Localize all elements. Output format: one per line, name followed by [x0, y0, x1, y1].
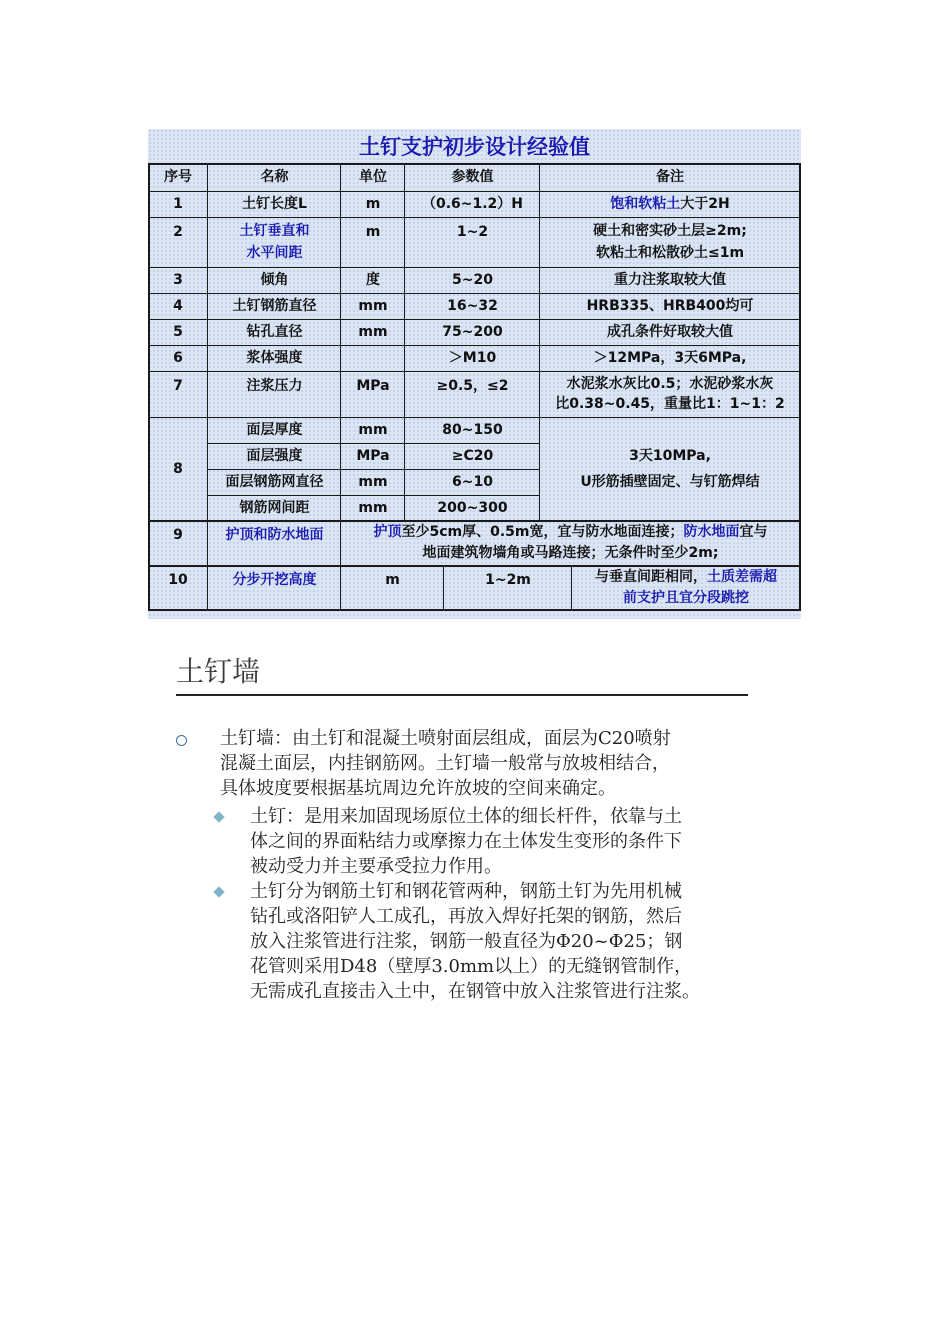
table-grid — [148, 163, 801, 639]
row1-note — [540, 191, 800, 217]
row1-note-blue: 饱和软粘土 — [610, 196, 681, 212]
row9-merged — [341, 520, 800, 565]
col-sep — [571, 565, 572, 611]
row9-line1-a: 护顶 — [373, 523, 402, 540]
row10-note — [572, 565, 800, 610]
row7-unit: MPa — [356, 378, 390, 394]
design-values-table — [148, 129, 801, 619]
row9-name — [208, 520, 341, 565]
row-sep — [148, 217, 801, 218]
header-unit: 单位 — [359, 169, 387, 185]
diamond-bullet-icon — [213, 811, 224, 822]
row6-value: ＞M10 — [448, 350, 497, 366]
row8b-unit: MPa — [356, 448, 390, 464]
row-sep — [148, 520, 801, 522]
row1-value: （0.6~1.2）H — [421, 196, 524, 212]
row8c-unit: mm — [358, 474, 388, 490]
row7-name: 注浆压力 — [246, 378, 303, 394]
row3-name: 倾角 — [260, 272, 289, 288]
table-title: 土钉支护初步设计经验值 — [359, 135, 590, 159]
row2-note — [540, 217, 800, 267]
row9-line1-d: 宜与 — [739, 523, 768, 540]
table-border-right — [799, 163, 801, 611]
sub1-line: 土钉：是用来加固现场原位土体的细长杆件，依靠与土 — [250, 806, 682, 827]
col-sep — [207, 163, 208, 611]
row2-note-line2: 软粘土和松散砂土≤1m — [595, 245, 745, 261]
row10-name — [208, 565, 341, 610]
row10-name-text: 分步开挖高度 — [232, 572, 317, 588]
row3-no: 3 — [173, 272, 183, 288]
table-border-left — [148, 163, 150, 611]
row5-unit: mm — [358, 324, 388, 340]
row7-no: 7 — [173, 378, 183, 394]
diamond-bullet-icon — [213, 886, 224, 897]
row-sep — [148, 293, 801, 294]
row8b-value: ≥C20 — [451, 448, 494, 464]
sub2-line: 土钉分为钢筋土钉和钢花管两种，钢筋土钉为先用机械 — [250, 881, 682, 902]
row10-note-line1 — [595, 567, 777, 588]
row8a-name: 面层厚度 — [246, 422, 303, 438]
row9-line1 — [373, 522, 767, 543]
sub2-line: 花管则采用D48（壁厚3.0mm以上）的无缝钢管制作， — [250, 956, 693, 977]
row7-value: ≥0.5，≤2 — [436, 378, 509, 394]
row1-no: 1 — [173, 196, 183, 212]
row2-no: 2 — [173, 224, 183, 240]
table-border-top — [148, 163, 801, 165]
sub-paragraph-2 — [250, 879, 700, 1004]
main-paragraph — [220, 726, 671, 801]
row4-value: 16~32 — [447, 298, 498, 314]
row8-note-line1: 3天10MPa, — [629, 448, 711, 464]
row-sep — [148, 565, 801, 567]
row3-value: 5~20 — [452, 272, 493, 288]
row-sep — [148, 345, 801, 346]
col-sep — [340, 163, 341, 611]
row9-no: 9 — [173, 527, 183, 543]
row-sep — [148, 371, 801, 372]
row9-line1-c: 防水地面 — [683, 523, 740, 540]
col-sep — [539, 163, 540, 520]
table-border-bottom — [148, 609, 801, 611]
row6-note: ＞12MPa，3天6MPa, — [593, 350, 747, 366]
row4-no: 4 — [173, 298, 183, 314]
row10-value: 1~2m — [485, 572, 531, 588]
row4-unit: mm — [358, 298, 388, 314]
row8a-value: 80~150 — [442, 422, 503, 438]
main-line: 混凝土面层，内挂钢筋网。土钉墙一般常与放坡相结合， — [220, 753, 670, 774]
col-sep — [404, 163, 405, 520]
row8d-value: 200~300 — [437, 499, 508, 516]
row2-note-line1: 硬土和密实砂土层≥2m; — [593, 223, 747, 239]
main-line: 具体坡度要根据基坑周边允许放坡的空间来确定。 — [220, 778, 616, 799]
sub2-line: 无需成孔直接击入土中，在钢管中放入注浆管进行注浆。 — [250, 981, 700, 1002]
row7-note — [540, 371, 800, 417]
row6-name: 浆体强度 — [246, 350, 303, 366]
title-divider — [176, 694, 748, 696]
row-sep — [148, 191, 801, 192]
row5-note: 成孔条件好取较大值 — [607, 324, 733, 340]
sub2-line: 放入注浆管进行注浆，钢筋一般直径为Φ20~Φ25；钢 — [250, 931, 683, 952]
sub1-line: 被动受力并主要承受拉力作用。 — [250, 856, 502, 877]
circle-bullet-icon — [176, 735, 187, 746]
section-title: 土钉墙 — [176, 655, 261, 688]
row2-name — [208, 217, 341, 267]
row-sep — [148, 319, 801, 320]
row8-no: 8 — [173, 460, 183, 477]
row6-unit — [341, 345, 405, 371]
row3-unit: 度 — [366, 272, 380, 288]
row8a-unit: mm — [358, 422, 388, 438]
row6-no: 6 — [173, 350, 183, 366]
row10-unit: m — [385, 572, 400, 588]
sub1-line: 体之间的界面粘结力或摩擦力在土体发生变形的条件下 — [250, 831, 682, 852]
row2-name-line1: 土钉垂直和 — [239, 223, 310, 239]
main-line: 土钉墙：由土钉和混凝土喷射面层组成，面层为C20喷射 — [220, 728, 671, 749]
row5-name: 钻孔直径 — [246, 324, 303, 340]
header-name: 名称 — [260, 169, 289, 185]
row1-note-rest: 大于2H — [680, 196, 730, 212]
row4-name: 土钉钢筋直径 — [232, 298, 317, 314]
row9-line1-b: 至少5cm厚、0.5m宽，宜与防水地面连接； — [401, 523, 684, 540]
col-sep — [443, 565, 444, 611]
row4-note: HRB335、HRB400均可 — [586, 298, 754, 314]
row5-no: 5 — [173, 324, 183, 340]
header-note: 备注 — [656, 169, 684, 185]
row-sep-sub — [208, 443, 540, 444]
header-no: 序号 — [164, 169, 192, 185]
sub2-line: 钻孔或洛阳铲人工成孔，再放入焊好托架的钢筋，然后 — [250, 906, 682, 927]
row10-no: 10 — [168, 572, 188, 588]
row10-note-1a: 与垂直间距相同， — [595, 568, 707, 585]
row9-line2: 地面建筑物墙角或马路连接；无条件时至少2m; — [422, 544, 719, 561]
row2-value: 1~2 — [456, 224, 489, 240]
row7-note-line1: 水泥浆水灰比0.5；水泥砂浆水灰 — [566, 376, 774, 392]
row1-name: 土钉长度L — [242, 196, 307, 212]
header-value: 参数值 — [451, 169, 494, 185]
row8b-name: 面层强度 — [246, 448, 303, 464]
row1-unit: m — [365, 196, 381, 212]
row-sep — [148, 417, 801, 418]
row8d-name: 钢筋网间距 — [239, 499, 310, 516]
row8-note-line2: U形筋插壁固定、与钉筋焊结 — [580, 474, 760, 490]
sub-paragraph-1 — [250, 804, 682, 879]
row-sep-sub — [208, 495, 540, 496]
row2-unit: m — [365, 224, 381, 240]
row8c-name: 面层钢筋网直径 — [225, 474, 324, 490]
row5-value: 75~200 — [442, 324, 503, 340]
row8d-unit: mm — [358, 499, 388, 516]
row9-name-text: 护顶和防水地面 — [225, 527, 324, 543]
row10-note-line2: 前支护且宜分段跳挖 — [623, 589, 749, 606]
row-sep-sub — [208, 469, 540, 470]
row2-name-line2: 水平间距 — [246, 245, 303, 261]
row10-note-1b: 土质差需超 — [707, 568, 777, 585]
row8c-value: 6~10 — [452, 474, 493, 490]
row-sep — [148, 267, 801, 268]
row7-note-line2: 比0.38~0.45，重量比1：1~1：2 — [555, 396, 785, 412]
row3-note: 重力注浆取较大值 — [614, 272, 726, 288]
